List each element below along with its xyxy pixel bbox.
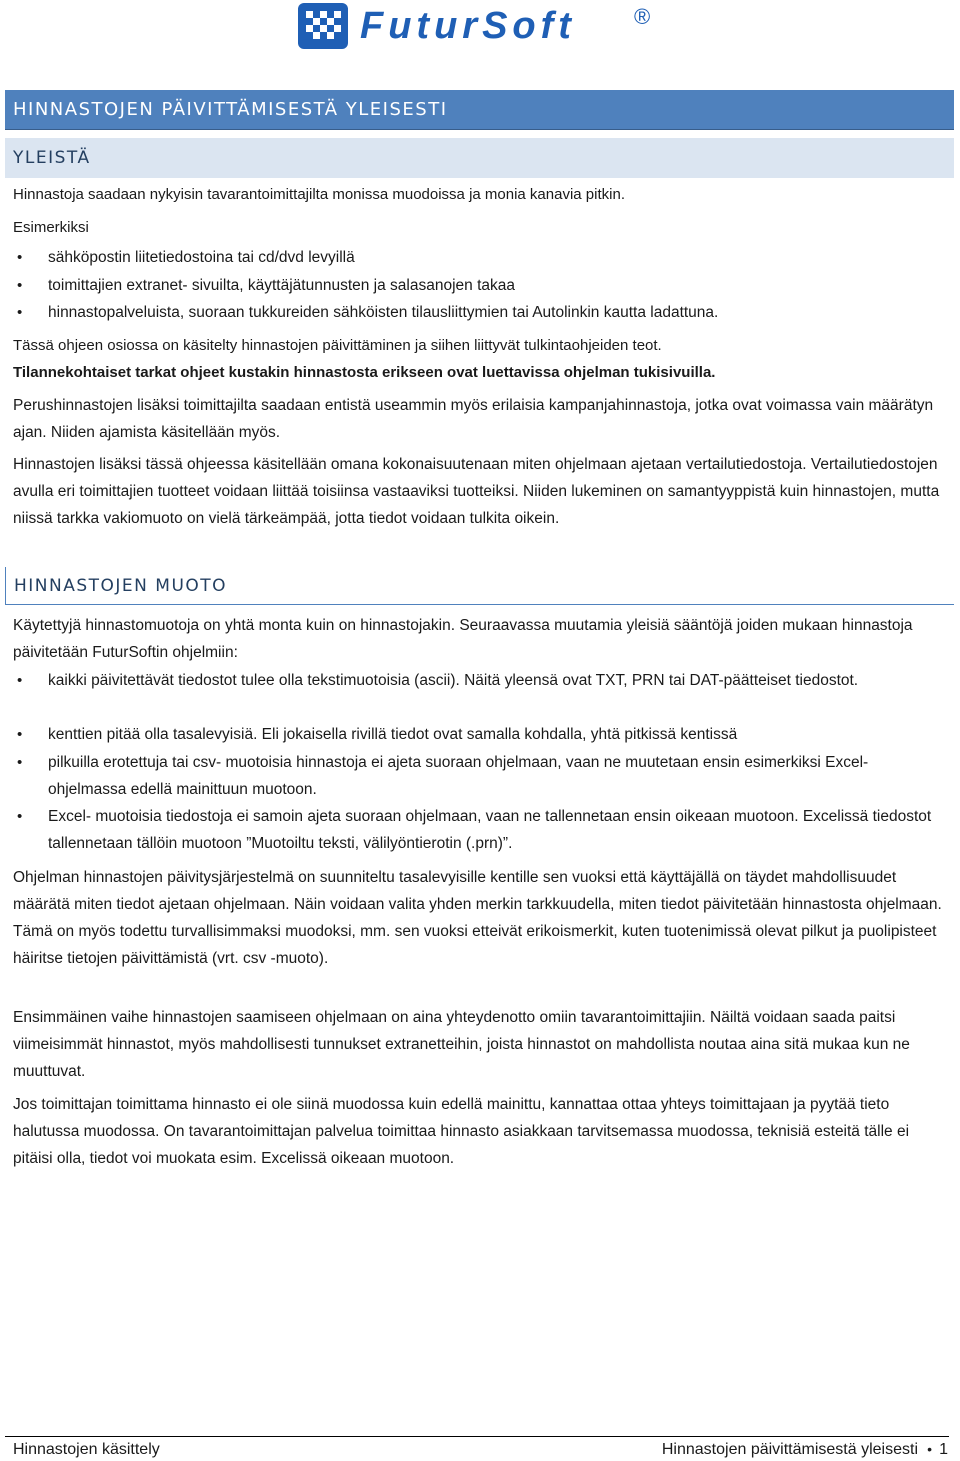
paragraph: Hinnastojen lisäksi tässä ohjeessa käsitellään omana kokonaisuutenaan miten ohjelmaan ajetaan vertailutiedostoja. Vertailutiedostojen avulla eri toimittajien tuotteet voidaan liittää toisiinsa vastaaviksi tuotteiksi. Niiden lukeminen on samantyyppistä kuin hinnastojen, mutta niissä tarkka vakiomuoto on vielä tärkeämpää, jotta tiedot voidaan tulkita oikein. <box>13 456 940 527</box>
paragraph: Tässä ohjeen osiossa on käsitelty hinnastojen päivittäminen ja siihen liittyvät tulkintaohjeiden teot. <box>13 337 662 354</box>
footer-divider <box>5 1436 949 1437</box>
footer-bullet: • <box>927 1441 932 1457</box>
list-item-text: hinnastopalveluista, suoraan tukkureiden sähköisten tilausliittymien tai Autolinkin kautta ladattuna. <box>48 304 719 321</box>
list-item-text: Excel- muotoisia tiedostoja ei samoin ajeta suoraan ohjelmaan, vaan ne tallennetaan ensin oikeaan muotoon. Excelissä tiedostot tallennetaan tällöin muotoon ”Muotoiltu teksti, välilyöntierotin (.prn)”. <box>48 808 932 852</box>
footer-left-text: Hinnastojen käsittely <box>13 1441 160 1458</box>
page-number: 1 <box>939 1441 948 1458</box>
paragraph: Jos toimittajan toimittama hinnasto ei ole siinä muodossa kuin edellä mainittu, kannattaa ottaa yhteys toimittajaan ja pyytää tieto halutussa muodossa. On tavarantoimittajan palvelua toimittaa hinnasto asiakkaan tarvitsemassa muodossa, teknisiä esteitä tälle ei pitäisi olla, tiedot voi muokata esim. Excelissä oikeaan muotoon. <box>13 1096 910 1167</box>
list-item-text: toimittajien extranet- sivuilta, käyttäjätunnusten ja salasanojen takaa <box>48 277 515 294</box>
example-label: Esimerkiksi <box>13 219 89 236</box>
list-item-text: sähköpostin liitetiedostoina tai cd/dvd levyillä <box>48 249 355 266</box>
registered-mark: ® <box>634 4 651 29</box>
paragraph: Ohjelman hinnastojen päivitysjärjestelmä on suunniteltu tasalevyisille kentille sen vuoksi että käyttäjällä on täydet mahdollisuudet määrätä miten tiedot ajetaan ohjelmaan. Näin voidaan valita yhden merkin tarkkuudella, miten tiedot päivitetään hinnastosta ohjelmaan. Tämä on myös todettu turvallisimmaksi muodoksi, mm. sen vuoksi etteivät erikoismerkit, kuten tuotenimissä olevat pilkut ja puolipisteet häiritse tietojen päivittämistä (vrt. csv -muoto). <box>13 869 942 967</box>
bullet-icon: • <box>17 672 23 689</box>
logo-text: FuturSoft <box>360 4 576 47</box>
bullet-icon: • <box>17 249 23 266</box>
section-heading-hinnastojen-muoto: HINNASTOJEN MUOTO <box>5 567 954 605</box>
paragraph: Perushinnastojen lisäksi toimittajilta saadaan entistä useammin myös erilaisia kampanjahinnastoja, jotka ovat voimassa vain määrätyn ajan. Niiden ajamista käsitellään myös. <box>13 397 934 441</box>
checkered-flag-icon <box>298 3 348 49</box>
list-item-text: kaikki päivitettävät tiedostot tulee olla tekstimuotoisia (ascii). Näitä yleensä ovat TXT, PRN tai DAT-päätteiset tiedostot. <box>48 672 859 689</box>
paragraph: Ensimmäinen vaihe hinnastojen saamiseen ohjelmaan on aina yhteydenotto omiin tavarantoimittajiin. Näiltä voidaan saada paitsi viimeisimmät hinnastot, myös mahdollisesti tunnukset extranetteihin, joista hinnastot on mahdollista noutaa aina sitä mukaa kun ne muuttuvat. <box>13 1009 910 1080</box>
bullet-icon: • <box>17 277 23 294</box>
bullet-icon: • <box>17 808 23 825</box>
bullet-icon: • <box>17 726 23 743</box>
section-heading-yleista: YLEISTÄ <box>5 138 954 178</box>
list-item-text: pilkuilla erotettuja tai csv- muotoisia hinnastoja ei ajeta suoraan ohjelmaan, vaan ne muutetaan ensin esimerkiksi Excel- ohjelmassa edellä mainittuun muotoon. <box>48 754 869 798</box>
main-heading: HINNASTOJEN PÄIVITTÄMISESTÄ YLEISESTI <box>5 90 954 130</box>
futursoft-logo <box>298 2 651 50</box>
list-item-text: kenttien pitää olla tasalevyisiä. Eli jokaisella rivillä tiedot ovat samalla kohdalla, yhtä pitkissä kentissä <box>48 726 738 743</box>
bullet-icon: • <box>17 304 23 321</box>
bold-note: Tilannekohtaiset tarkat ohjeet kustakin hinnastosta erikseen ovat luettavissa ohjelman tukisivuilla. <box>13 364 716 381</box>
bullet-icon: • <box>17 754 23 771</box>
footer-right-text: Hinnastojen päivittämisestä yleisesti <box>661 1441 918 1458</box>
paragraph: Käytettyjä hinnastomuotoja on yhtä monta kuin on hinnastojakin. Seuraavassa muutamia yleisiä sääntöjä joiden mukaan hinnastoja päivitetään FuturSoftin ohjelmiin: <box>13 617 913 661</box>
intro-paragraph: Hinnastoja saadaan nykyisin tavarantoimittajilta monissa muodoissa ja monia kanavia pitkin. <box>13 186 625 203</box>
